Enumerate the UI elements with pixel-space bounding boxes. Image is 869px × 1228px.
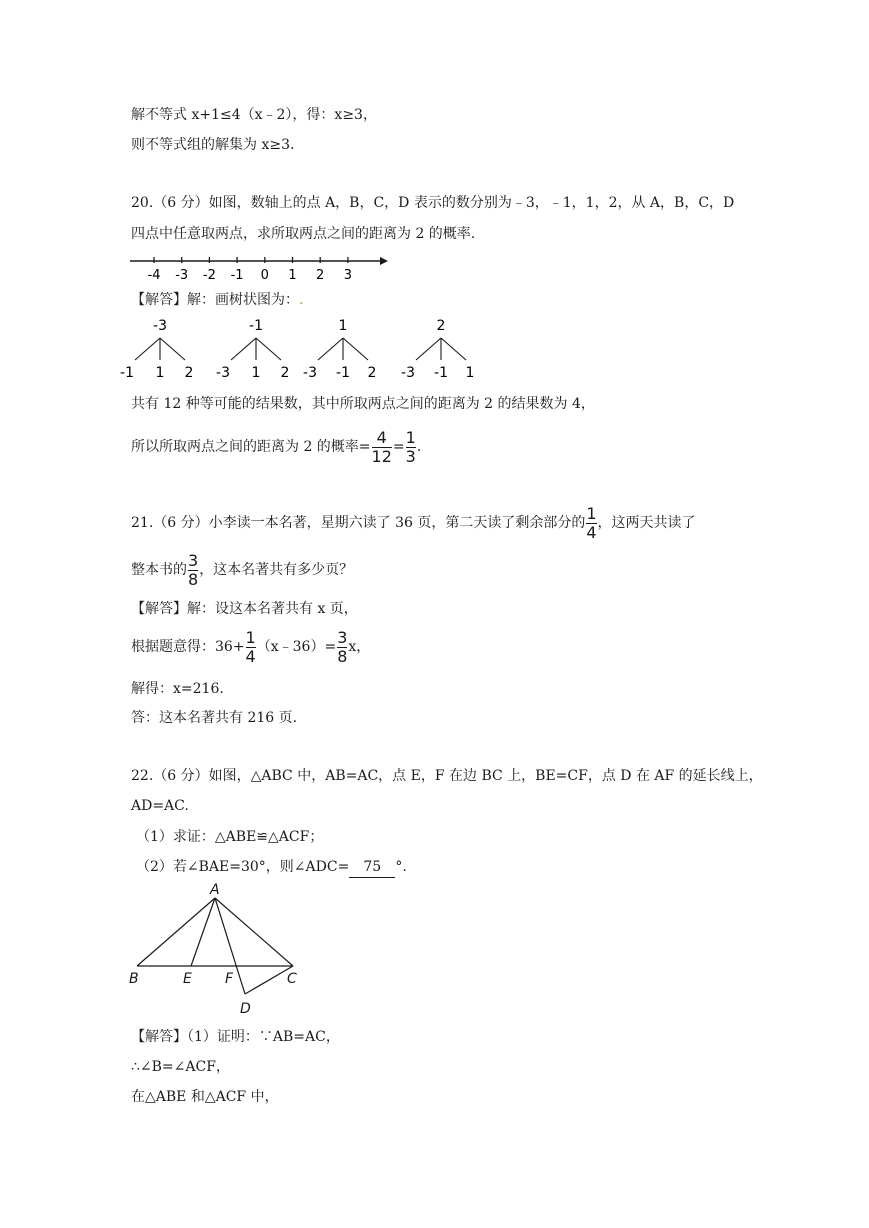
tree-leaf: -1: [120, 365, 134, 381]
final-answer-21: 答：这本名著共有 216 页.: [131, 710, 298, 726]
question-22-part2: （2）若∠BAE=30°，则∠ADC= 75 °.: [136, 857, 407, 878]
tree-leaf: -3: [401, 365, 415, 381]
tree-branch: [231, 338, 256, 360]
fraction: $\frac{1}{3}$: [405, 427, 416, 466]
answer-blank: 75: [349, 857, 395, 878]
question-21-line1: 21.（6 分）小李读一本名著，星期六读了 36 页，第二天读了剩余部分的 $\frac{1}{4}$ ，这两天共读了: [131, 503, 696, 542]
tree-leaf: -3: [303, 365, 317, 381]
tree-root: -3: [153, 318, 167, 334]
number-line-label: -3: [175, 268, 189, 283]
label-B: B: [129, 971, 139, 987]
question-22-line2: AD=AC.: [131, 798, 189, 814]
tree-leaf: -3: [216, 365, 230, 381]
number-line-label: 3: [343, 268, 353, 283]
number-line-label: 0: [260, 268, 269, 283]
number-line-label: -4: [147, 268, 161, 283]
answer-22-line3: 在△ABE 和△ACF 中，: [131, 1089, 279, 1105]
question-21-line2: 整本书的 $\frac{3}{8}$ ，这本名著共有多少页？: [131, 550, 354, 589]
tree-leaf: 2: [184, 365, 194, 381]
tree-leaf: 2: [367, 365, 377, 381]
number-line-label: -1: [230, 268, 244, 283]
equation-21: 根据题意得：36+ $\frac{1}{4}$ （x﹣36）= $\frac{3}{8}$ x，: [131, 627, 371, 666]
number-line-label: -2: [202, 268, 216, 283]
tree-branch: [160, 338, 185, 360]
question-22-line1: 22.（6 分）如图，△ABC 中，AB=AC，点 E，F 在边 BC 上，BE=CF，点 D 在 AF 的延长线上，: [131, 768, 763, 784]
tree-branch: [135, 338, 160, 360]
tree-root: 1: [338, 318, 348, 334]
tree-root: 2: [436, 318, 446, 334]
tree-leaf: 2: [280, 365, 290, 381]
text-line: 解不等式 x+1≤4（x﹣2），得：x≥3，: [131, 107, 377, 123]
fraction: $\frac{4}{12}$: [371, 427, 392, 466]
number-line-label: 1: [288, 268, 297, 283]
tree-branch: [318, 338, 343, 360]
label-F: F: [225, 971, 234, 987]
answer-21-heading: 【解答】解：设这本名著共有 x 页，: [131, 601, 358, 617]
answer-20-heading: 【解答】解：画树状图为：.: [131, 292, 304, 308]
triangle-figure: [125, 882, 315, 1020]
tree-leaf: -1: [434, 365, 448, 381]
answer-22-heading: 【解答】（1）证明：∵AB=AC，: [131, 1029, 340, 1045]
question-22-part1: （1）求证：△ABE≌△ACF；: [136, 829, 324, 845]
tree-branch: [441, 338, 466, 360]
tree-leaf: -1: [336, 365, 350, 381]
tree-branch: [416, 338, 441, 360]
result-20-line1: 共有 12 种等可能的结果数，其中所取两点之间的距离为 2 的结果数为 4，: [131, 396, 595, 412]
label-E: E: [183, 971, 192, 987]
number-line-figure: [128, 251, 390, 283]
fraction: $\frac{3}{8}$: [337, 627, 348, 666]
result-20-line2: 所以所取两点之间的距离为 2 的概率= $\frac{4}{12}$ = $\frac{1}{3}$ .: [131, 427, 422, 466]
label-C: C: [287, 971, 297, 987]
tree-branch: [256, 338, 281, 360]
fraction: $\frac{3}{8}$: [188, 550, 199, 589]
label-D: D: [240, 1001, 251, 1017]
tree-leaf: 1: [251, 365, 261, 381]
solution-21: 解得：x=216.: [131, 681, 224, 697]
tree-branch: [343, 338, 368, 360]
label-A: A: [210, 882, 220, 898]
fraction: $\frac{1}{4}$: [245, 627, 256, 666]
fraction: $\frac{1}{4}$: [586, 503, 597, 542]
question-20-line1: 20.（6 分）如图，数轴上的点 A，B，C，D 表示的数分别为﹣3，﹣1，1，2，从 A，B，C，D: [131, 195, 735, 211]
tree-leaf: 1: [465, 365, 475, 381]
tree-leaf: 1: [155, 365, 165, 381]
text-line: 则不等式组的解集为 x≥3.: [131, 137, 295, 153]
tree-diagram: [120, 314, 495, 390]
tree-root: -1: [249, 318, 263, 334]
answer-22-line2: ∴∠B=∠ACF，: [131, 1059, 230, 1075]
number-line-label: 2: [316, 268, 325, 283]
question-20-line2: 四点中任意取两点，求所取两点之间的距离为 2 的概率.: [131, 226, 476, 242]
